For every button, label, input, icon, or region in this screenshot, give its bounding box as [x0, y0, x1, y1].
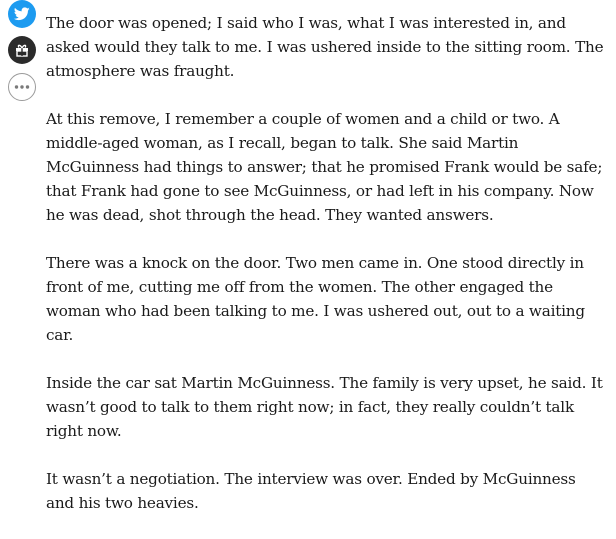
share-twitter-button[interactable] [8, 0, 36, 28]
gift-article-button[interactable] [8, 36, 36, 64]
gift-icon [14, 42, 30, 58]
article-paragraph: It wasn’t a negotiation. The interview was over. Ended by McGuinness and his two heavies. [46, 470, 576, 512]
article-paragraph: There was a knock on the door. Two men came in. One stood directly in front of me, cutting me off from the women. The other engaged the woman who had been talking to me. I was ushered out, out to a waiting car. [46, 254, 585, 344]
article-paragraph: The door was opened; I said who I was, what I was interested in, and asked would they talk to me. I was ushered inside to the sitting room. The atmosphere was fraught. [46, 14, 604, 80]
more-icon [14, 85, 30, 89]
article-body [46, 11, 608, 539]
more-share-options-button[interactable] [8, 73, 36, 101]
twitter-icon [14, 7, 30, 21]
article-paragraph: At this remove, I remember a couple of women and a child or two. A middle-aged woman, as I recall, began to talk. She said Martin McGuinness had things to answer; that he promised Frank would be safe; that Frank had gone to see McGuinness, or had left in his company. Now he was dead, shot through the head. They wanted answers. [46, 110, 603, 224]
article-paragraph: Inside the car sat Martin McGuinness. The family is very upset, he said. It wasn’t good to talk to them right now; in fact, they really couldn’t talk right now. [46, 374, 603, 440]
